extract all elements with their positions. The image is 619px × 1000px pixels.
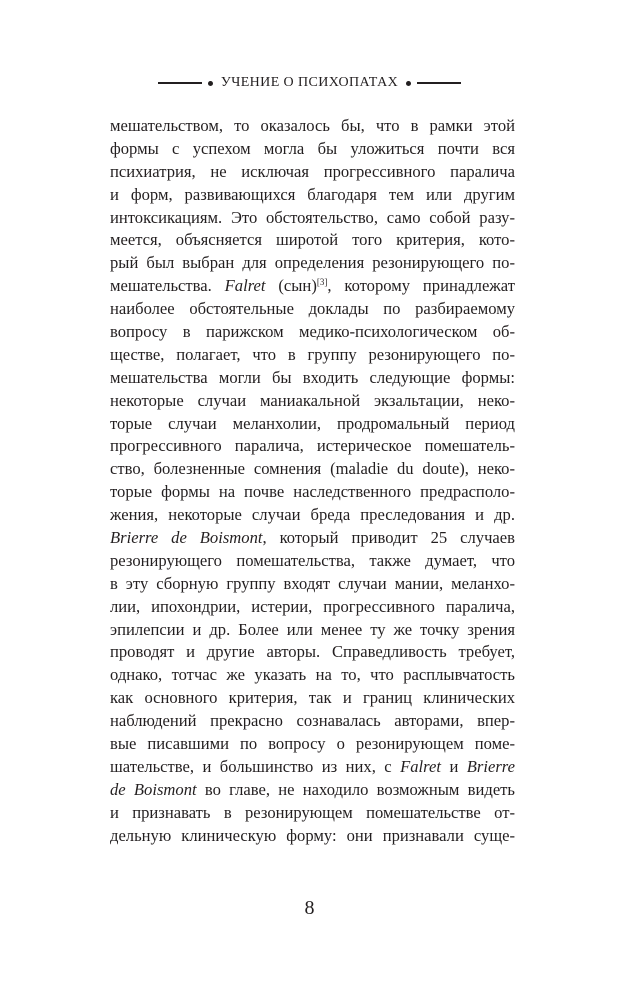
- text-line: [110, 115, 515, 138]
- italic-name: Brierre de Boismont: [110, 528, 263, 548]
- text-line: [110, 733, 515, 756]
- text-run: эпилепсии и др. Более или менее ту же точку зрения: [110, 619, 515, 639]
- text-line: [110, 710, 515, 733]
- text-run: меется, объясняется широтой того критерия, кото-: [110, 230, 515, 250]
- text-line: [110, 458, 515, 481]
- text-line: [110, 161, 515, 184]
- text-line: [110, 641, 515, 664]
- text-run: наблюдений прекрасно сознавалась авторами, впер-: [110, 711, 515, 731]
- text-line: [110, 802, 515, 825]
- text-line: [110, 504, 515, 527]
- text-line: [110, 550, 515, 573]
- text-run: ство, болезненные сомнения (maladie du doute), неко-: [110, 459, 515, 479]
- text-run: интоксикациям. Это обстоятельство, само собой разу-: [110, 207, 515, 227]
- text-run: вые писавшими по вопросу о резонирующем поме-: [110, 734, 515, 754]
- body-text: [110, 115, 515, 848]
- text-run: некоторые случаи маниакальной экзальтации, неко-: [110, 390, 515, 410]
- ornament-right-icon: [406, 81, 461, 86]
- running-head-title: УЧЕНИЕ О ПСИХОПАТАХ: [220, 75, 399, 90]
- text-run: торые формы на почве наследственного предрасполо-: [110, 482, 515, 502]
- text-run: ществе, полагает, что в группу резонирующего по-: [110, 344, 515, 364]
- text-run: мешательством, то оказалось бы, что в рамки этой: [110, 116, 515, 135]
- text-line: [110, 573, 515, 596]
- text-run: вопросу в парижском медико-психологическом об-: [110, 322, 515, 342]
- text-line: [110, 481, 515, 504]
- text-line: [110, 664, 515, 687]
- italic-name: Falret: [224, 276, 266, 296]
- text-run: и форм, развивающихся благодаря тем или другим: [110, 184, 515, 204]
- text-line: [110, 321, 515, 344]
- text-run: дельную клиническую форму: они признавали суще-: [110, 825, 515, 845]
- text-run: в эту сборную группу входят случаи мании, меланхо-: [110, 573, 515, 593]
- text-line: [110, 229, 515, 252]
- italic-name: Brierre: [466, 756, 515, 776]
- text-line: [110, 207, 515, 230]
- text-run: мешательства.: [110, 276, 225, 296]
- italic-name: de Boismont: [110, 779, 197, 799]
- text-line: [110, 252, 515, 275]
- text-line: [110, 756, 515, 779]
- text-run: лии, ипохондрии, истерии, прогрессивного паралича,: [110, 596, 515, 616]
- text-run: и: [441, 756, 467, 776]
- text-run: прогрессивного паралича, истерическое помешатель-: [110, 436, 515, 456]
- page-number: 8: [304, 897, 315, 919]
- text-line: [110, 298, 515, 321]
- text-line: [110, 779, 515, 802]
- text-line: [110, 275, 515, 298]
- text-line: [110, 413, 515, 436]
- text-run: , которому принадлежат: [327, 276, 515, 296]
- text-line: [110, 367, 515, 390]
- footnote-ref: [3]: [316, 277, 328, 288]
- text-run: жения, некоторые случаи бреда преследования и др.: [110, 505, 515, 525]
- text-line: [110, 435, 515, 458]
- text-line: [110, 687, 515, 710]
- text-run: как основного критерия, так и границ клинических: [110, 688, 515, 708]
- text-line: [110, 619, 515, 642]
- text-run: формы с успехом могла бы уложиться почти вся: [110, 138, 515, 158]
- running-head: [0, 73, 619, 93]
- text-line: [110, 184, 515, 207]
- italic-name: Falret: [400, 756, 441, 776]
- text-run: шательстве, и большинство из них, с: [110, 756, 401, 776]
- text-line: [110, 527, 515, 550]
- text-run: однако, тотчас же указать на то, что расплывчатость: [110, 665, 515, 685]
- text-line: [110, 825, 515, 848]
- text-line: [110, 390, 515, 413]
- text-line: [110, 138, 515, 161]
- text-run: (сын): [265, 276, 317, 296]
- text-run: и признавать в резонирующем помешательстве от-: [110, 802, 515, 822]
- text-run: резонирующего помешательства, также думает, что: [110, 550, 515, 570]
- ornament-left-icon: [158, 81, 213, 86]
- text-run: мешательства могли бы входить следующие формы:: [110, 367, 515, 387]
- text-run: , который приводит 25 случаев: [262, 528, 515, 548]
- text-run: психиатрия, не исключая прогрессивного паралича: [110, 161, 515, 181]
- text-line: [110, 344, 515, 367]
- text-run: рый был выбран для определения резонирующего по-: [110, 253, 515, 273]
- text-line: [110, 596, 515, 619]
- text-run: наиболее обстоятельные доклады по разбираемому: [110, 299, 515, 319]
- text-run: торые случаи меланхолии, продромальный период: [110, 413, 515, 433]
- text-run: во главе, не находило возможным видеть: [196, 779, 515, 799]
- text-run: проводят и другие авторы. Справедливость требует,: [110, 642, 515, 662]
